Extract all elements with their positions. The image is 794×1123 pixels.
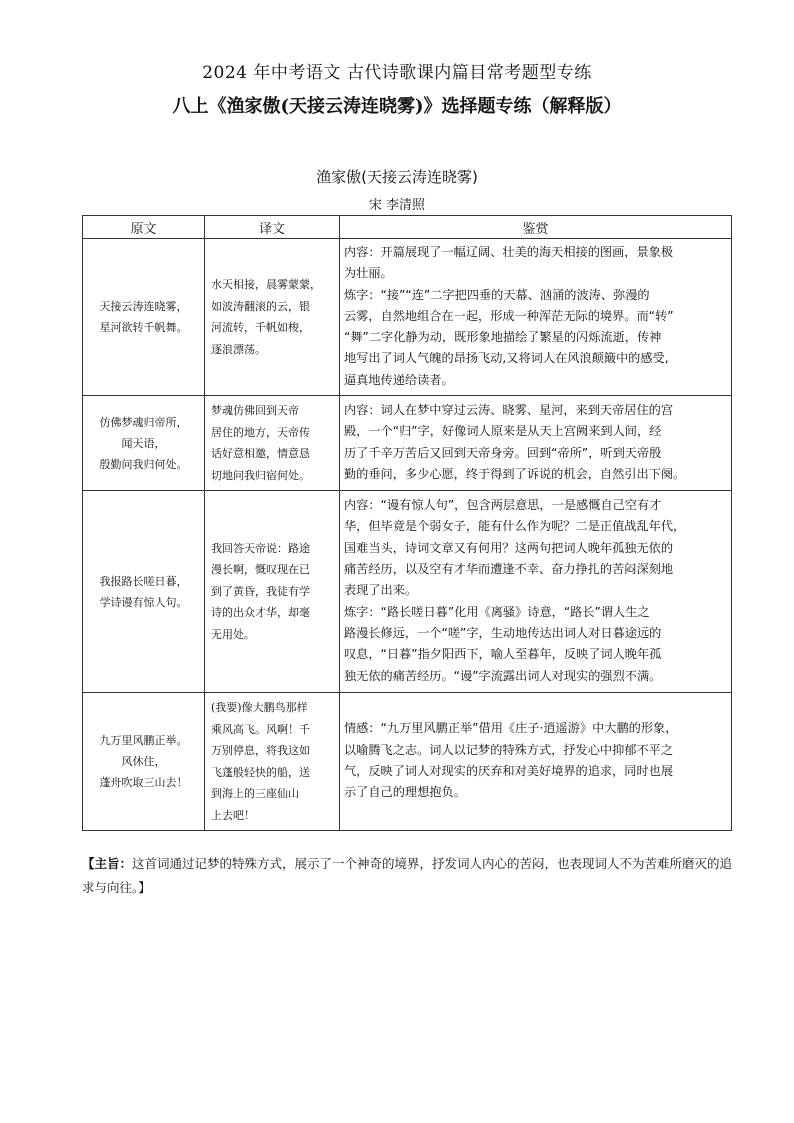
original-line: 学诗谩有惊人句。	[99, 595, 188, 609]
table-header-row	[83, 216, 732, 239]
original-line: 闻天语，	[121, 436, 166, 450]
appreciation-cell	[340, 693, 732, 831]
appreciation-cell	[340, 491, 732, 693]
table-row	[83, 239, 732, 396]
translation-line: 我回答天帝说：路途	[211, 541, 310, 555]
appreciation-line: 华，但毕竟是个弱女子，能有什么作为呢？二是正值战乱年代，	[344, 519, 686, 534]
appreciation-line: 路漫长修远，一个“嗟”字，生动地传达出词人对日暮途远的	[344, 625, 662, 640]
summary-label: 【主旨：	[82, 856, 133, 871]
appreciation-line: 逼真地传递给读者。	[344, 372, 454, 387]
appreciation-line: 历了千辛万苦后又回到天帝身旁。回到“帝所”，听到天帝殷	[344, 445, 662, 460]
translation-cell	[205, 693, 340, 831]
original-line: 风休住，	[121, 755, 166, 768]
appreciation-line: 独无依的痛苦经历。“谩”字流露出词人对现实的强烈不满。	[344, 668, 662, 683]
appreciation-line: 以喻腾飞之志。词人以记梦的特殊方式，抒发心中抑郁不平之	[344, 742, 674, 757]
header-translation: 译文	[205, 216, 340, 239]
appreciation-line: 勤的垂问，多少心愿，终于得到了诉说的机会，自然引出下阕。	[344, 466, 686, 481]
appreciation-line: 云雾，自然地组合在一起，形成一种浑茫无际的境界。而“转”	[344, 308, 674, 323]
header-appreciation: 鉴赏	[340, 216, 732, 239]
appreciation-line: 殿，一个“归”字，好像词人原来是从天上宫阙来到人间，经	[344, 424, 662, 439]
appreciation-line: 气，反映了词人对现实的厌弃和对美好境界的追求，同时也展	[344, 764, 674, 778]
header-original: 原文	[83, 216, 205, 239]
translation-line: 居住的地方，天帝传	[211, 425, 310, 439]
original-line: 天接云涛连晓雾，	[99, 300, 188, 313]
appreciation-line: “舞”二字化静为动，既形象地描绘了繁星的闪烁流逝，传神	[344, 330, 662, 345]
table-row	[83, 396, 732, 491]
appreciation-line: 内容：开篇展现了一幅辽阔、壮美的海天相接的图画，景象极	[344, 244, 674, 259]
appreciation-line: 内容：“谩有惊人句”，包含两层意思，一是感慨自己空有才	[344, 498, 662, 513]
table-row	[83, 693, 732, 831]
appreciation-line: 表现了出来。	[344, 583, 418, 598]
original-line: 蓬舟吹取三山去！	[99, 776, 188, 789]
original-line: 九万里风鹏正举。	[99, 734, 188, 747]
original-line: 殷勤问我归何处。	[99, 457, 188, 471]
translation-line: 切地问我归宿何处。	[211, 468, 310, 482]
translation-line: 诗的出众才华，却毫	[211, 606, 310, 620]
appreciation-line: 炼字：“路长嗟日暮”化用《离骚》诗意，“路长”谓人生之	[344, 604, 650, 619]
original-line: 我报路长嗟日暮，	[99, 574, 188, 588]
table-row	[83, 491, 732, 693]
document-title: 八上《渔家傲(天接云涛连晓雾)》选择题专练（解释版）	[172, 96, 622, 117]
translation-line: 梦魂仿佛回到天帝	[211, 404, 299, 417]
poem-title: 渔家傲(天接云涛连晓雾)	[316, 168, 478, 186]
original-cell	[83, 239, 205, 396]
original-cell	[83, 396, 205, 491]
translation-line: (我要)像大鹏鸟那样	[211, 701, 308, 714]
translation-line: 河流转，千帆如梭，	[211, 321, 310, 334]
appreciation-line: 为壮丽。	[344, 266, 393, 281]
translation-cell	[205, 396, 340, 491]
translation-line: 飞蓬般轻快的船，送	[211, 765, 310, 779]
translation-line: 漫长啊，慨叹现在已	[211, 563, 310, 577]
translation-line: 逐浪漂荡。	[211, 342, 266, 356]
translation-line: 乘风高飞。风啊！千	[211, 722, 310, 736]
translation-cell	[205, 491, 340, 693]
appreciation-line: 痛苦经历，以及空有才华而遭逢不幸、奋力挣扎的苦闷深刻地	[344, 562, 674, 577]
appreciation-line: 叹息，“日暮”指夕阳西下，喻人至暮年，反映了词人晚年孤	[344, 647, 662, 662]
translation-line: 上去吧！	[211, 808, 255, 822]
summary-text: 这首词通过记梦的特殊方式，展示了一个神奇的境界，抒发词人内心的苦闷，也表现词人不为苦难所磨灭的追求与向往。】	[82, 856, 733, 895]
original-cell	[83, 693, 205, 831]
translation-line: 如波涛翻滚的云，银	[211, 299, 310, 313]
appreciation-line: 内容：词人在梦中穿过云涛、晓雾、星河，来到天帝居住的宫	[344, 402, 674, 417]
translation-line: 到了黄昏，我徒有学	[211, 584, 310, 598]
appreciation-line: 国难当头，诗词文章又有何用？这两句把词人晚年孤独无依的	[344, 540, 674, 555]
appreciation-line: 炼字：“接”“连”二字把四垂的天幕、汹涌的波涛、弥漫的	[344, 287, 650, 302]
poem-analysis-table	[82, 215, 732, 831]
appreciation-line: 情感：“九万里风鹏正举”借用《庄子·逍遥游》中大鹏的形象，	[344, 721, 678, 736]
appreciation-cell	[340, 396, 732, 491]
original-line: 星河欲转千帆舞。	[99, 321, 188, 334]
appreciation-line: 示了自己的理想抱负。	[344, 785, 466, 800]
translation-cell	[205, 239, 340, 396]
poem-author: 宋 李清照	[368, 198, 426, 213]
translation-line: 话好意相邀，情意恳	[211, 447, 310, 460]
original-line: 仿佛梦魂归帝所，	[99, 415, 188, 429]
summary-paragraph	[82, 852, 742, 900]
original-cell	[83, 491, 205, 693]
document-subtitle: 2024 年中考语文 古代诗歌课内篇目常考题型专练	[202, 63, 592, 83]
appreciation-cell	[340, 239, 732, 396]
translation-line: 水天相接，晨雾蒙蒙，	[211, 278, 321, 291]
translation-line: 万别停息，将我这如	[211, 744, 310, 757]
translation-line: 到海上的三座仙山	[211, 787, 299, 800]
appreciation-line: 地写出了词人气魄的昂扬飞动,又将词人在风浪颠簸中的感受,	[344, 351, 669, 366]
translation-line: 无用处。	[211, 627, 255, 641]
